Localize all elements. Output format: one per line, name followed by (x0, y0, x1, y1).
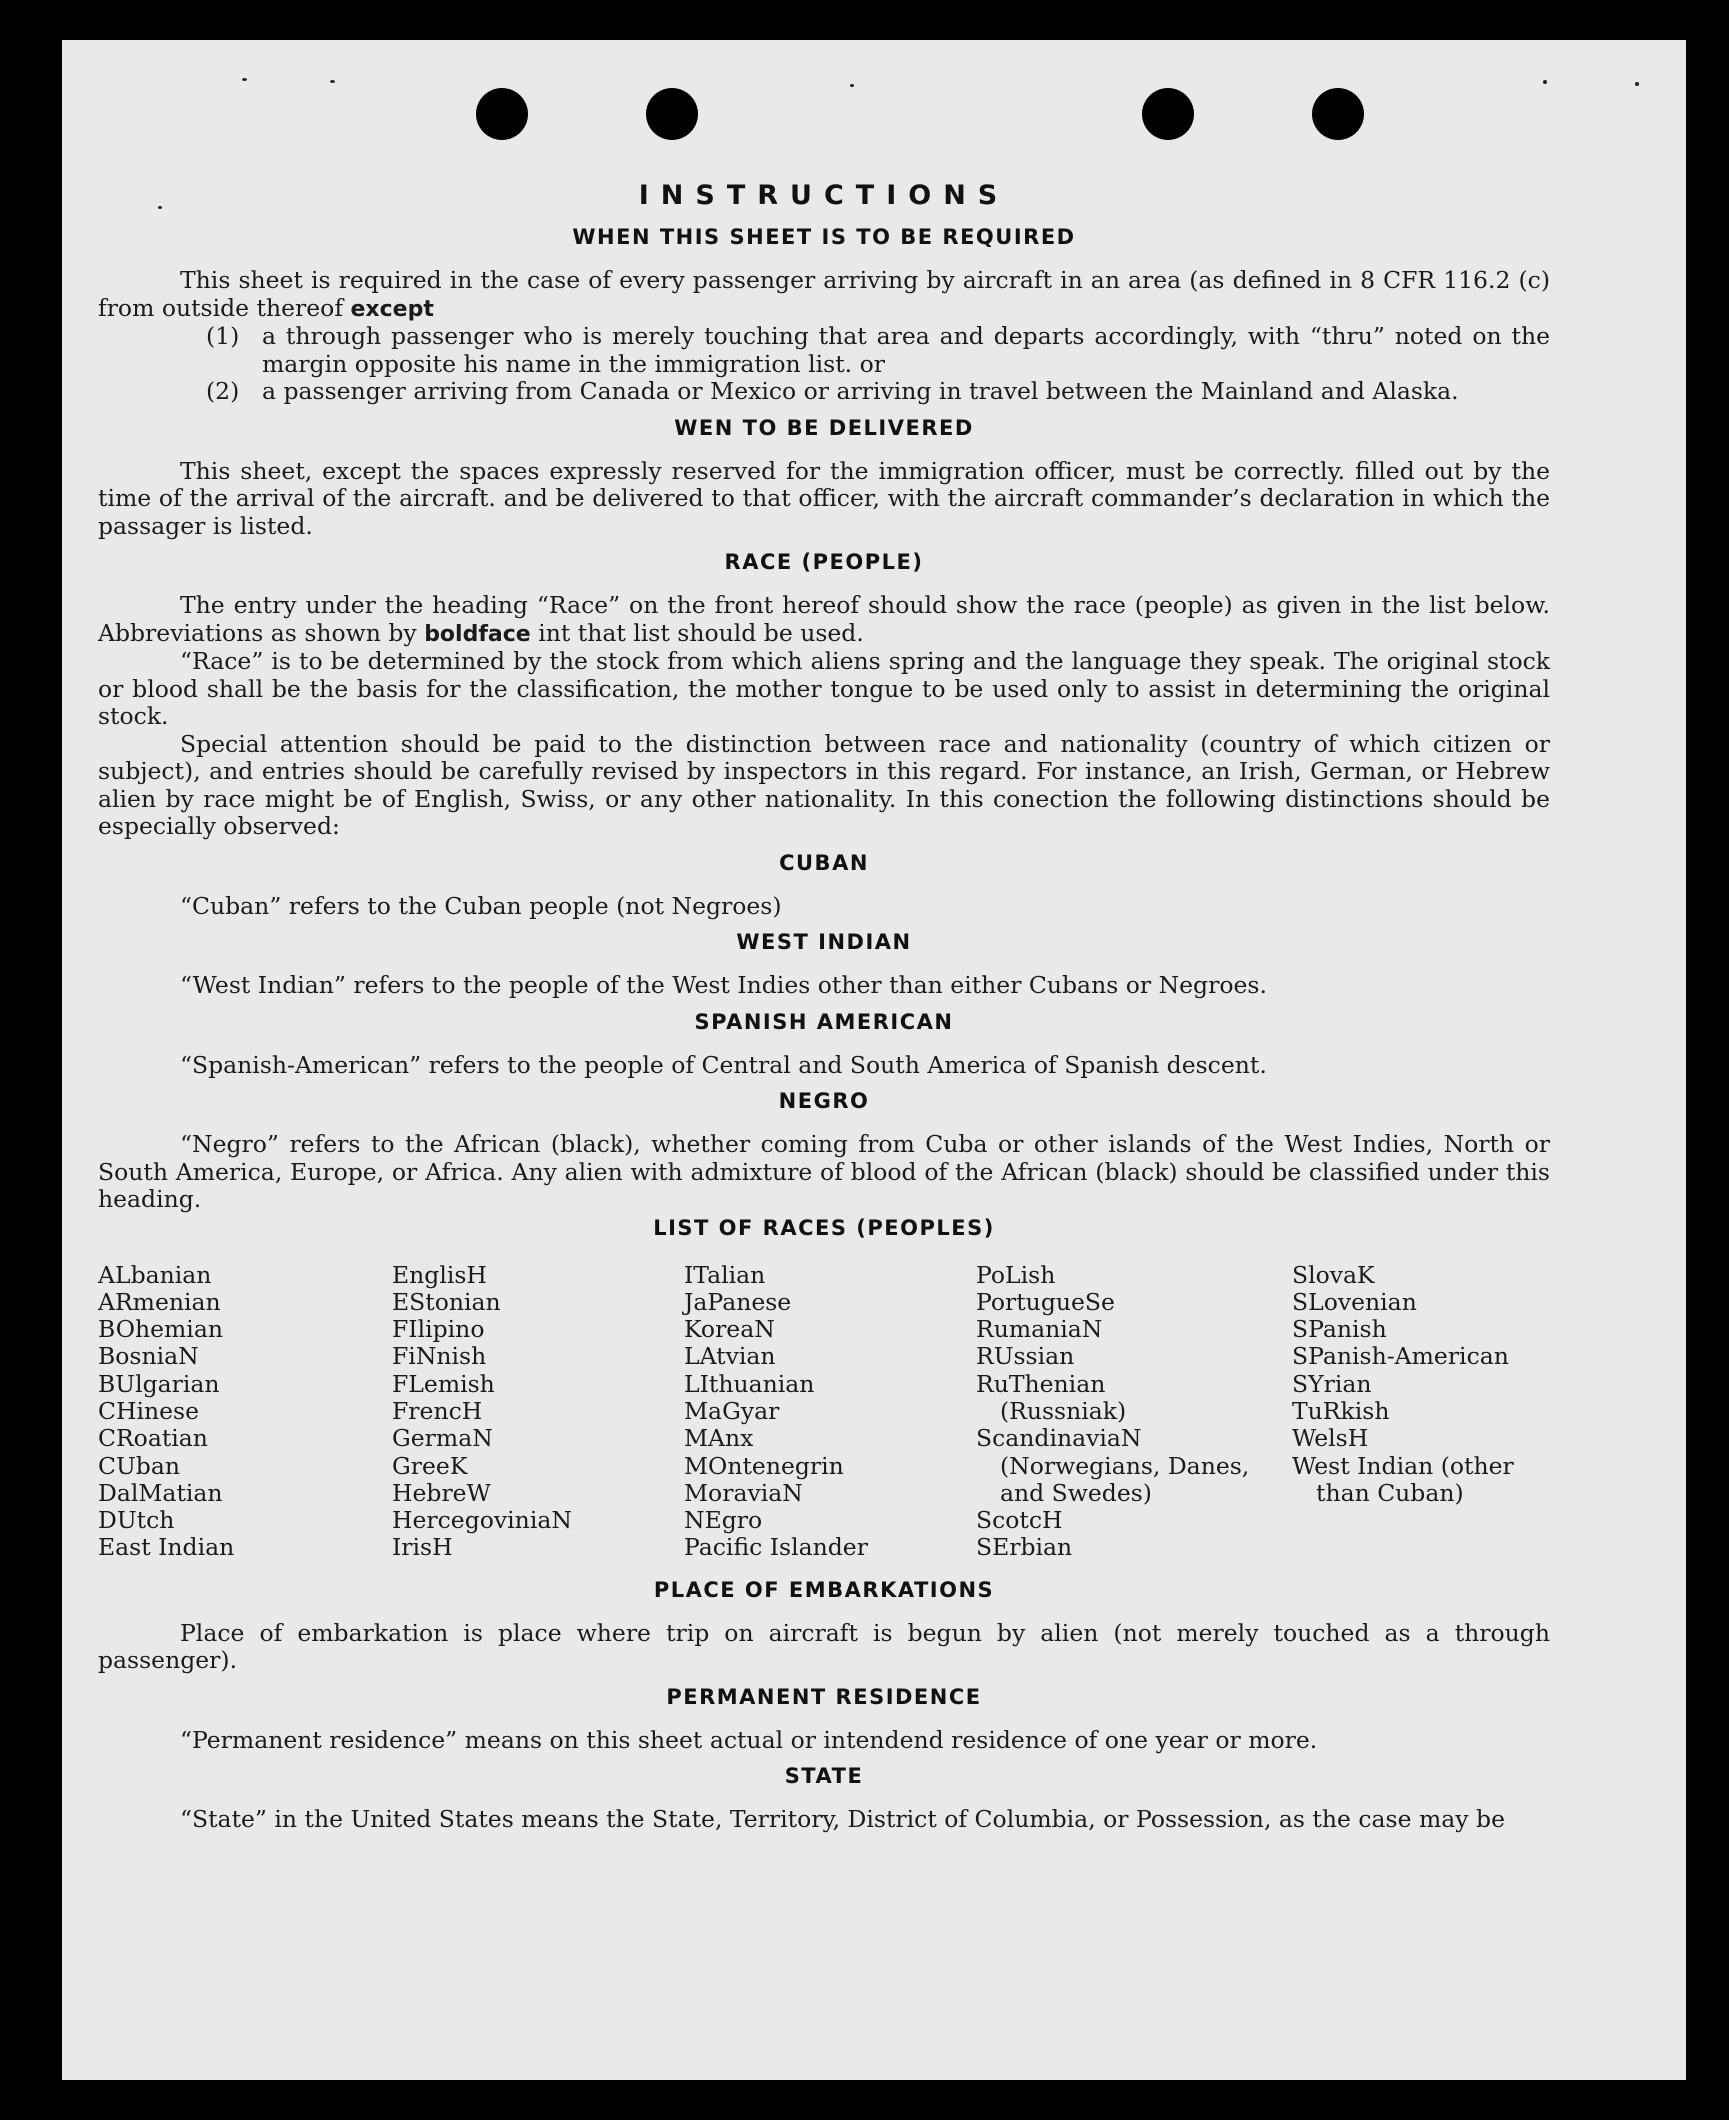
races-column (1292, 1262, 1550, 1562)
race-item: DalMatian (98, 1478, 223, 1507)
section-heading-list-of-races: LIST OF RACES (PEOPLES) (653, 1215, 995, 1240)
residence-text: “Permanent residence” means on this sheet actual or intendend residence of one year or more. (180, 1725, 1318, 1754)
race-item: East Indian (98, 1533, 235, 1562)
punch-hole (476, 88, 528, 140)
required-intro: This sheet is required in the case of every passenger arriving by aircraft in an area (as defined in 8 CFR 116.2 (c) from outside thereof except (98, 266, 1550, 322)
west-indian-text: “West Indian” refers to the people of the West Indies other than either Cubans or Negroes. (180, 971, 1267, 999)
race-item: MOntenegrin (684, 1451, 844, 1480)
race-item: GermaN (392, 1424, 493, 1453)
punch-hole (1312, 88, 1364, 140)
race-item: PortugueSe (976, 1287, 1115, 1316)
speck-mark (1635, 82, 1639, 86)
race-item: RuThenian (Russniak) (976, 1369, 1127, 1425)
exception-item: (2) a passenger arriving from Canada or Mexico or arriving in travel between the Mainland and Alaska. (206, 377, 1459, 405)
race-item: WelsH (1292, 1424, 1369, 1453)
embarkation-text: Place of embarkation is place where trip on aircraft is begun by alien (not merely touched as a through passenger). (98, 1618, 1550, 1675)
section-heading-race: RACE (PEOPLE) (724, 550, 924, 574)
section-heading-negro: NEGRO (778, 1089, 870, 1113)
race-item: SLovenian (1292, 1287, 1417, 1316)
race-item: BOhemian (98, 1315, 223, 1344)
race-item: SPanish-American (1292, 1342, 1509, 1371)
race-item: Pacific Islander (684, 1533, 868, 1562)
delivered-text: This sheet, except the spaces expressly reserved for the immigration officer, must be correctly. filled out by the time of the arrival of the aircraft. and be delivered to that officer, with the aircraft commander’s declaration in which the passager is listed. (98, 456, 1550, 540)
race-item: LIthuanian (684, 1369, 815, 1398)
boldface-word: boldface (424, 621, 531, 647)
punch-hole (1142, 88, 1194, 140)
cuban-text: “Cuban” refers to the Cuban people (not Negroes) (180, 891, 782, 920)
races-column (684, 1262, 976, 1562)
race-item: IrisH (392, 1533, 453, 1562)
races-column (976, 1262, 1292, 1562)
race-item: FIlipino (392, 1315, 485, 1344)
race-item: RumaniaN (976, 1315, 1103, 1344)
race-item: TuRkish (1292, 1396, 1390, 1425)
speck-mark (1543, 80, 1547, 84)
race-item: CUban (98, 1451, 180, 1480)
race-item: HebreW (392, 1478, 491, 1507)
speck-mark (242, 78, 247, 81)
race-item: FrencH (392, 1396, 483, 1425)
section-heading-embarkation: PLACE OF EMBARKATIONS (653, 1577, 995, 1602)
race-item: MoraviaN (684, 1478, 803, 1507)
race-item: NEgro (684, 1506, 763, 1535)
section-heading-required: WHEN THIS SHEET IS TO BE REQUIRED (572, 225, 1076, 249)
instructions-content (98, 180, 1550, 1834)
race-item: HercegoviniaN (392, 1506, 572, 1535)
state-text: “State” in the United States means the State, Territory, District of Columbia, or Possession, as the case may be (180, 1805, 1505, 1834)
races-column (98, 1262, 392, 1562)
race-item: JaPanese (684, 1287, 792, 1316)
section-heading-residence: PERMANENT RESIDENCE (666, 1684, 982, 1709)
race-item: SErbian (976, 1533, 1073, 1562)
race-paragraph-2: “Race” is to be determined by the stock from which aliens spring and the language they speak. The original stock or blood shall be the basis for the classification, the mother tongue to be used only to assist in determining the original stock. (98, 647, 1550, 730)
except-word: except (350, 296, 434, 322)
race-item: MaGyar (684, 1396, 780, 1425)
speck-mark (850, 84, 854, 87)
race-item: LAtvian (684, 1342, 776, 1371)
race-item: SlovaK (1292, 1260, 1375, 1289)
race-item: PoLish (976, 1260, 1056, 1289)
race-item: MAnx (684, 1424, 754, 1453)
race-item: SYrian (1292, 1369, 1372, 1398)
speck-mark (330, 80, 335, 83)
races-column (392, 1262, 684, 1562)
races-list (98, 1262, 1550, 1562)
race-item: GreeK (392, 1451, 468, 1480)
race-item: SPanish (1292, 1315, 1387, 1344)
punch-hole (646, 88, 698, 140)
race-item: ITalian (684, 1260, 766, 1289)
section-heading-west-indian: WEST INDIAN (736, 930, 912, 954)
race-item: BosniaN (98, 1342, 199, 1371)
race-item: West Indian (other than Cuban) (1292, 1451, 1514, 1507)
race-item: CRoatian (98, 1424, 208, 1453)
section-heading-state: STATE (784, 1764, 864, 1789)
race-item: BUlgarian (98, 1369, 220, 1398)
race-item: ARmenian (98, 1287, 221, 1316)
spanish-american-text: “Spanish-American” refers to the people of Central and South America of Spanish descent. (180, 1050, 1267, 1079)
race-item: KoreaN (684, 1315, 775, 1344)
section-heading-cuban: CUBAN (779, 850, 869, 875)
document-page (62, 40, 1686, 2080)
race-item: FiNnish (392, 1342, 487, 1371)
race-item: EStonian (392, 1287, 501, 1316)
race-item: RUssian (976, 1342, 1075, 1371)
negro-text: “Negro” refers to the African (black), whether coming from Cuba or other islands of the West Indies, North or South America, Europe, or Africa. Any alien with admixture of blood of the African (black) should be classified under this heading. (98, 1130, 1550, 1213)
race-item: ScandinaviaN (Norwegians, Danes, and Swedes) (976, 1424, 1250, 1507)
race-item: DUtch (98, 1506, 175, 1535)
race-item: ScotcH (976, 1506, 1063, 1535)
race-item: CHinese (98, 1396, 199, 1425)
race-item: EnglisH (392, 1260, 487, 1289)
race-paragraph-3: Special attention should be paid to the distinction between race and nationality (country of which citizen or subject), and entries should be carefully revised by inspectors in this regard. For instance, an Irish, German, or Hebrew alien by race might be of English, Swiss, or any other nationality. In this conection the following distinctions should be especially observed: (98, 729, 1550, 840)
race-paragraph-1: The entry under the heading “Race” on the front hereof should show the race (people) as given in the list below. Abbreviations as shown by boldface int that list should be used. (98, 591, 1550, 647)
race-item: ALbanian (98, 1260, 212, 1289)
page-title: INSTRUCTIONS (638, 180, 1010, 211)
exception-item: (1) a through passenger who is merely touching that area and departs accordingly, with “thru” noted on the margin opposite his name in the immigration list. or (206, 322, 1550, 378)
section-heading-delivered: WEN TO BE DELIVERED (674, 415, 974, 440)
race-item: FLemish (392, 1369, 495, 1398)
section-heading-spanish-american: SPANISH AMERICAN (694, 1009, 954, 1034)
